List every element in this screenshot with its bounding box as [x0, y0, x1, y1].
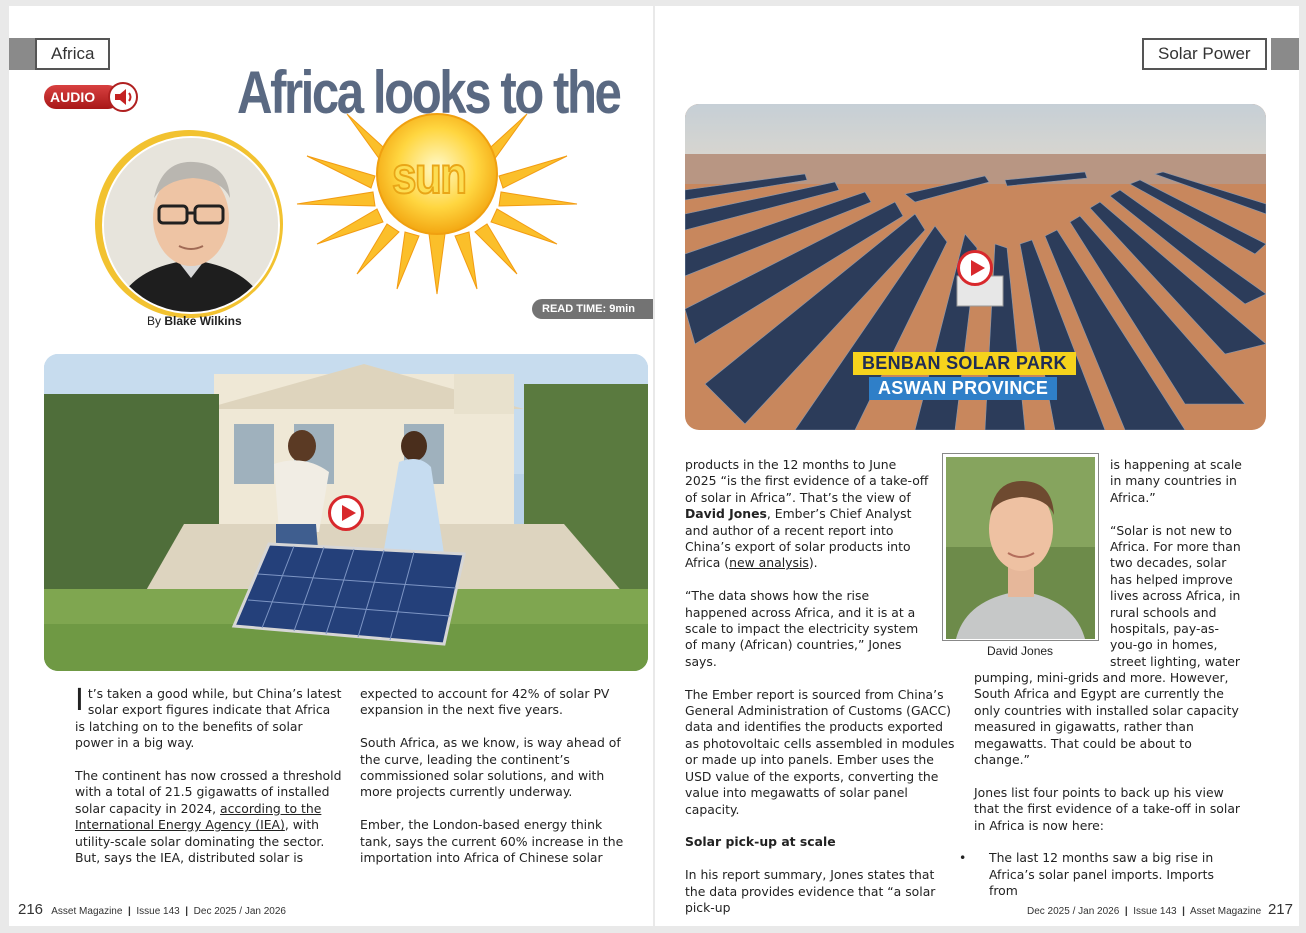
paragraph: Jones list four points to back up his view that the first evidence of a take-off in solar in Africa is now here:	[974, 784, 1241, 833]
david-jones-photo-frame	[942, 453, 1099, 641]
paragraph: expected to account for 42% of solar PV expansion in the next five years.	[360, 686, 610, 718]
paragraph-continued: , with utility-scale solar dominating the sector. But, says the IEA, distributed solar is	[75, 817, 325, 866]
person-name: David Jones	[685, 506, 767, 522]
family-solar-photo[interactable]	[44, 354, 648, 671]
section-tag-bar	[1271, 38, 1299, 70]
left-page	[9, 6, 653, 926]
byline-author: Blake Wilkins	[164, 314, 242, 328]
paragraph: t’s taken a good while, but China’s latest solar export figures indicate that Africa is latching on to the benefits of solar power in a big way.	[75, 686, 342, 751]
paragraph: is happening at scale in many countries in Africa.”	[1110, 457, 1242, 505]
byline-prefix: By	[147, 314, 162, 328]
paragraph: The Ember report is sourced from China’s General Administration of Customs (GACC) data and identifies the products exported as photovoltaic cells assembled in modules or made up into panels. Ember uses the USD value of the exports, converting the value into megawatts of solar panel capacity.	[685, 686, 955, 817]
solar-park-photo[interactable]	[685, 104, 1266, 430]
article-column-4	[974, 670, 1246, 916]
issue-number: Issue 143	[1133, 906, 1177, 917]
video-play-icon[interactable]	[957, 250, 993, 286]
byline	[147, 314, 242, 328]
audio-button[interactable]	[44, 82, 132, 112]
paragraph: products in the 12 months to June 2025 “is the first evidence of a take-off of solar in Africa”. That’s the view of	[685, 457, 929, 505]
read-time-badge	[532, 299, 653, 319]
paragraph: Ember, the London-based energy think tank, says the current 60% increase in the importation into Africa of Chinese solar	[360, 817, 624, 866]
section-tag-africa: Africa	[35, 38, 110, 70]
paragraph: “Solar is not new to Africa. For more than two decades, solar has helped improve lives across Africa, in rural schools and hospitals, pay-as-you-go in homes, street lighting, water	[1110, 522, 1241, 669]
paragraph-end: ).	[808, 555, 818, 571]
location-title: BENBAN SOLAR PARK	[853, 352, 1076, 375]
article-column-3	[685, 457, 957, 926]
bullet-text: The last 12 months saw a big rise in Africa’s solar panel imports. Imports from	[989, 850, 1214, 899]
audio-label: AUDIO	[44, 85, 120, 109]
drop-cap: I	[75, 683, 84, 718]
magazine-name: Asset Magazine	[1190, 906, 1262, 917]
paragraph: The continent has now crossed a threshold with a total of 21.5 gigawatts of installed solar capacity in 2024,	[75, 768, 342, 816]
folio-right: Dec 2025 / Jan 2026 | Issue 143 | Asset Magazine 217	[1027, 901, 1293, 918]
paragraph-continued: , Ember’s Chief Analyst and author of a recent report into China’s export of solar products into Africa (	[685, 506, 912, 571]
magazine-name: Asset Magazine	[51, 906, 123, 917]
article-column-2	[360, 686, 630, 883]
section-tag-bar	[9, 38, 35, 70]
article-column-4-narrow	[1110, 457, 1244, 670]
location-subtitle: ASWAN PROVINCE	[869, 377, 1057, 400]
paragraph-continued: pumping, mini-grids and more. However, South Africa and Egypt are currently the only countries with installed solar capacity measured in gigawatts, rather than megawatts. That could be about to change.”	[974, 670, 1239, 768]
new-analysis-link[interactable]: new analysis	[729, 555, 809, 571]
article-column-1	[75, 683, 343, 883]
page-number: 216	[18, 901, 44, 918]
author-portrait	[102, 136, 280, 314]
paragraph: In his report summary, Jones states that the data provides evidence that “a solar pick-up	[685, 867, 936, 915]
issue-number: Issue 143	[136, 906, 180, 917]
paragraph: South Africa, as we know, is way ahead of the curve, leading the continent’s commissioned solar solutions, and with more projects currently underway.	[360, 735, 621, 800]
folio-left: 216 Asset Magazine | Issue 143 | Dec 2025 / Jan 2026	[18, 901, 286, 918]
david-jones-photo	[946, 457, 1095, 639]
video-play-icon[interactable]	[328, 495, 364, 531]
issue-date: Dec 2025 / Jan 2026	[1027, 906, 1120, 917]
headline-sun-word: sun	[392, 147, 466, 205]
photo-caption: David Jones	[987, 644, 1054, 658]
bullet-item	[974, 850, 1246, 899]
speaker-icon	[108, 82, 138, 112]
headline: Africa looks to the	[237, 59, 620, 126]
right-page	[655, 6, 1299, 926]
read-time-label: READ TIME:	[542, 303, 607, 315]
iea-link[interactable]: according to the International Energy Agency (IEA)	[75, 800, 322, 833]
subheading: Solar pick-up at scale	[685, 834, 836, 850]
section-tag-solar-power: Solar Power	[1142, 38, 1267, 70]
read-time-value: 9min	[609, 303, 635, 315]
issue-date: Dec 2025 / Jan 2026	[193, 906, 286, 917]
paragraph: “The data shows how the rise happened across Africa, and it is at a scale to impact the electricity system of many (African) countries,” Jones says.	[685, 588, 919, 669]
page-number: 217	[1267, 901, 1293, 918]
